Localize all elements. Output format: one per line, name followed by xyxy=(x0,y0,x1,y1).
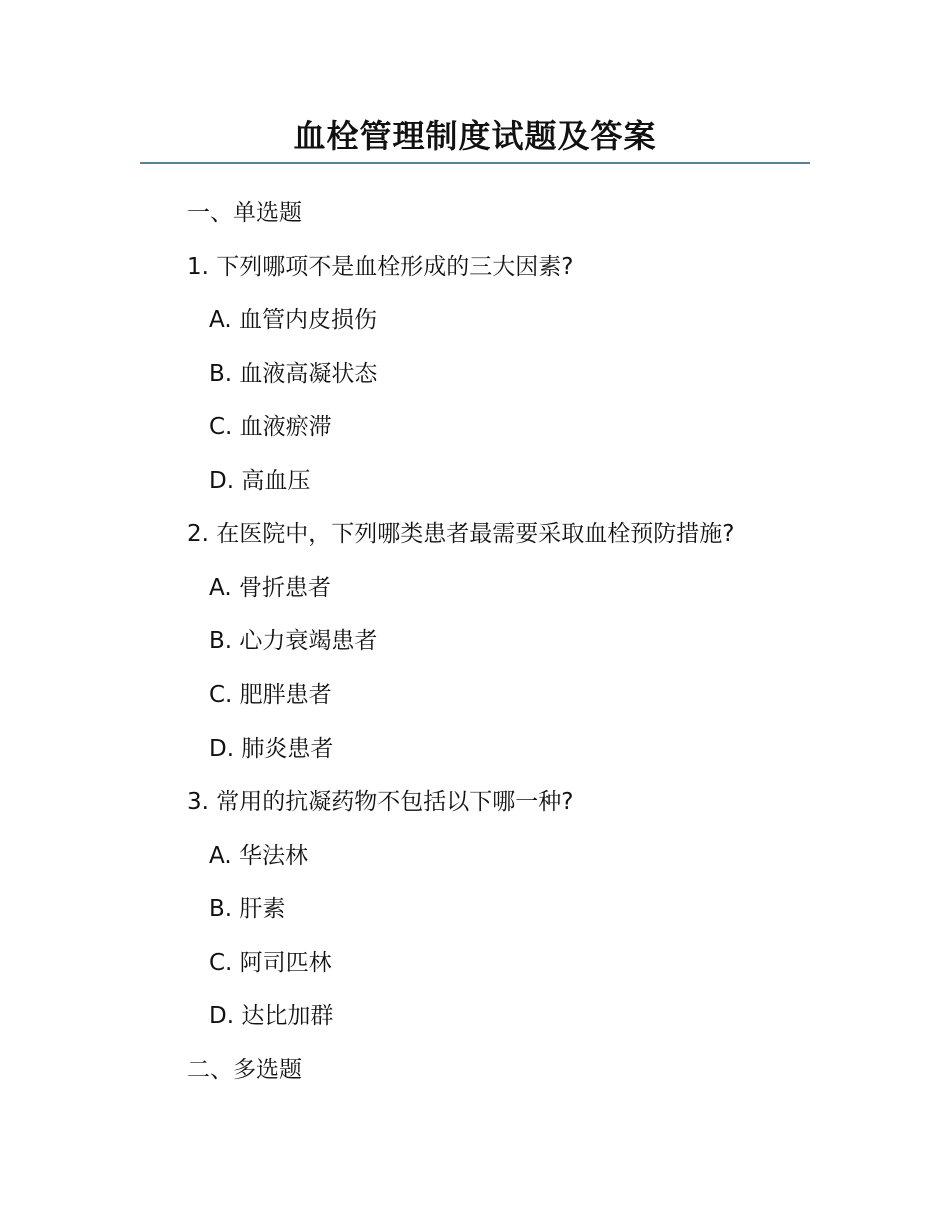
question-1-option-d: D. 高血压 xyxy=(209,468,311,494)
question-3-option-d: D. 达比加群 xyxy=(209,1003,334,1029)
question-3: 3. 常用的抗凝药物不包括以下哪一种? xyxy=(187,789,574,815)
section-heading-multiple-choice: 二、多选题 xyxy=(187,1057,302,1083)
question-3-option-b: B. 肝素 xyxy=(209,896,286,922)
question-1-option-b: B. 血液高凝状态 xyxy=(209,361,378,387)
question-2-option-d: D. 肺炎患者 xyxy=(209,736,334,762)
question-2-option-c: C. 肥胖患者 xyxy=(209,682,332,708)
question-3-option-a: A. 华法林 xyxy=(209,843,308,869)
question-1-option-c: C. 血液瘀滞 xyxy=(209,414,332,440)
page-title: 血栓管理制度试题及答案 xyxy=(293,117,657,155)
question-1-option-a: A. 血管内皮损伤 xyxy=(209,307,377,333)
question-2-option-b: B. 心力衰竭患者 xyxy=(209,628,378,654)
title-divider xyxy=(140,162,810,164)
section-heading-single-choice: 一、单选题 xyxy=(187,200,302,226)
question-3-option-c: C. 阿司匹林 xyxy=(209,950,332,976)
question-2: 2. 在医院中，下列哪类患者最需要采取血栓预防措施? xyxy=(187,521,735,547)
question-1: 1. 下列哪项不是血栓形成的三大因素? xyxy=(187,254,574,280)
question-2-option-a: A. 骨折患者 xyxy=(209,575,331,601)
